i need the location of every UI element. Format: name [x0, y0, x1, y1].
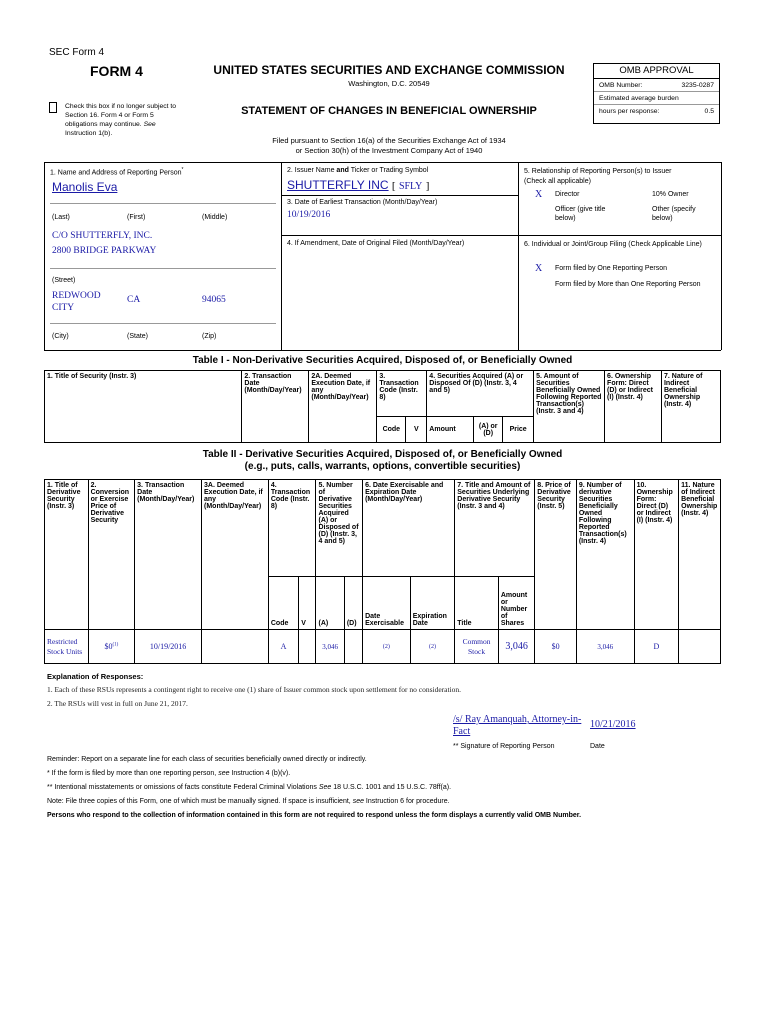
- t2-sub-v: V: [299, 577, 316, 630]
- box5-label: 5. Relationship of Reporting Person(s) to Issuer (Check all applicable): [524, 168, 672, 185]
- omb-number: 3235-0287: [681, 82, 714, 89]
- omb-number-label: OMB Number:: [599, 82, 643, 89]
- one-person-label: Form filed by One Reporting Person: [555, 265, 668, 272]
- t2-acquired: 3,046: [316, 630, 344, 664]
- date-label: Date: [590, 743, 605, 750]
- t2-sub-date-exercisable: Date Exercisable: [363, 577, 411, 630]
- box1-label: 1. Name and Address of Reporting Person*: [50, 167, 184, 177]
- t1-sub-code: Code: [377, 417, 406, 443]
- t2-sub-expiration: Expiration Date: [410, 577, 455, 630]
- omb-title: OMB APPROVAL: [594, 64, 719, 79]
- t1-sub-aord: (A) or (D): [474, 417, 503, 443]
- t2-col-nature: 11. Nature of Indirect Beneficial Ownership (Instr. 4): [679, 480, 721, 630]
- signature-label: ** Signature of Reporting Person: [453, 743, 555, 750]
- checkbox-instructions: Check this box if no longer subject to Section 16. Form 4 or Form 5 obligations may continue. See Instruction 1(b).: [65, 103, 177, 137]
- t2-expiration: (2): [410, 630, 455, 664]
- more-person-label: Form filed by More than One Reporting Person: [555, 281, 701, 288]
- table1-title: Table I - Non-Derivative Securities Acquired, Disposed of, or Beneficially Owned: [192, 355, 573, 366]
- signature-date: 10/21/2016: [590, 719, 636, 730]
- reminder: Reminder: Report on a separate line for each class of securities beneficially owned directly or indirectly.: [47, 756, 367, 763]
- t2-sub-code: Code: [268, 577, 298, 630]
- t2-col-number: 5. Number of Derivative Securities Acquired (A) or Disposed of (D) (Instr. 3, 4 and 5): [316, 480, 363, 577]
- issuer-ticker[interactable]: SHUTTERFLY INC [ SFLY ]: [287, 178, 430, 192]
- no-longer-subject-checkbox[interactable]: [49, 102, 57, 115]
- box6-label: 6. Individual or Joint/Group Filing (Check Applicable Line): [524, 241, 702, 248]
- explanation-heading: Explanation of Responses:: [47, 672, 144, 681]
- signature-name: /s/ Ray Amanquah, Attorney-in-Fact: [453, 714, 582, 737]
- footer-note-2: ** Intentional misstatements or omissions of facts constitute Federal Criminal Violations See 18 U.S.C. 1001 and 15 U.S.C. 78ff(a).: [47, 784, 452, 791]
- director-check[interactable]: X: [535, 189, 543, 200]
- t1-col-ownership-form: 6. Ownership Form: Direct (D) or Indirect (I) (Instr. 4): [605, 371, 662, 443]
- t2-underlying-shares: 3,046: [498, 630, 534, 664]
- t2-deemed-date: [202, 630, 269, 664]
- t2-col-deemed: 3A. Deemed Execution Date, if any (Month/Day/Year): [202, 480, 269, 630]
- t2-col-exercisable: 6. Date Exercisable and Expiration Date (Month/Day/Year): [363, 480, 455, 577]
- sec-form-label: SEC Form 4: [49, 47, 105, 58]
- statement-title: STATEMENT OF CHANGES IN BENEFICIAL OWNERSHIP: [241, 105, 537, 117]
- commission-title: UNITED STATES SECURITIES AND EXCHANGE COMMISSION: [213, 63, 565, 77]
- ten-pct-owner-label: 10% Owner: [652, 191, 689, 198]
- t2-security-title: Restricted Stock Units: [45, 630, 89, 664]
- commission-location: Washington, D.C. 20549: [348, 79, 430, 88]
- t2-col-conversion: 2. Conversion or Exercise Price of Derivative Security: [88, 480, 135, 630]
- other-label: Other (specify below): [652, 206, 696, 222]
- address-line-2: 2800 BRIDGE PARKWAY: [52, 246, 157, 256]
- t1-col-amount-owned: 5. Amount of Securities Beneficially Owned Following Reported Transaction(s) (Instr. 3 and 4): [534, 371, 605, 443]
- issuer-name[interactable]: SHUTTERFLY INC: [287, 178, 389, 192]
- t1-col-nature: 7. Nature of Indirect Beneficial Ownership (Instr. 4): [661, 371, 720, 443]
- first-label: (First): [127, 214, 146, 221]
- address-line-1: C/O SHUTTERFLY, INC.: [52, 231, 153, 241]
- zip-label: (Zip): [202, 333, 217, 340]
- omb-hours: 0.5: [704, 108, 714, 115]
- box3-label: 3. Date of Earliest Transaction (Month/Day/Year): [287, 199, 438, 206]
- zip-value: 94065: [202, 295, 226, 305]
- footer-note-1: * If the form is filed by more than one reporting person, see Instruction 4 (b)(v).: [47, 770, 291, 777]
- box4-label: 4. If Amendment, Date of Original Filed (Month/Day/Year): [287, 240, 465, 247]
- state-label: (State): [127, 333, 149, 340]
- state-value: CA: [127, 295, 141, 305]
- t1-col-date: 2. Transaction Date (Month/Day/Year): [242, 371, 309, 443]
- footer-note-3: Note: File three copies of this Form, one of which must be manually signed. If space is insufficient, see Instruction 6 for procedure.: [47, 798, 450, 805]
- footnote-1: 1. Each of these RSUs represents a contingent right to receive one (1) share of Issuer common stock upon settlement for no consideration.: [47, 685, 462, 694]
- t2-col-ownership-form: 10. Ownership Form: Direct (D) or Indirect (I) (Instr. 4): [634, 480, 679, 630]
- t2-disposed: [344, 630, 362, 664]
- officer-label: Officer (give title below): [555, 206, 606, 222]
- t1-sub-v: V: [406, 417, 427, 443]
- t2-col-code: 4. Transaction Code (Instr. 8): [268, 480, 316, 577]
- one-person-check[interactable]: X: [535, 263, 543, 274]
- t2-sub-title: Title: [455, 577, 499, 630]
- filed-pursuant: Filed pursuant to Section 16(a) of the Securities Exchange Act of 1934 or Section 30(h) of the Investment Company Act of 1940: [272, 136, 506, 155]
- t2-owned-following: 3,046: [576, 630, 634, 664]
- t2-sub-a: (A): [316, 577, 344, 630]
- city-value: REDWOOD CITY: [52, 291, 101, 313]
- city-label: (City): [52, 333, 69, 340]
- t2-v: [299, 630, 316, 664]
- t2-sub-amount-shares: Amount or Number of Shares: [498, 577, 534, 630]
- omb-disclaimer: Persons who respond to the collection of information contained in this form are not required to respond unless the form displays a currently valid OMB Number.: [47, 812, 582, 819]
- t1-col-code: 3. Transaction Code (Instr. 8): [377, 371, 427, 417]
- t2-code: A: [268, 630, 298, 664]
- t2-conversion-price: $0$^{(1)}$: [88, 630, 135, 664]
- omb-approval-box: [593, 63, 720, 124]
- table1: [44, 370, 721, 443]
- director-label: Director: [555, 191, 580, 198]
- t2-col-underlying: 7. Title and Amount of Securities Underlying Derivative Security (Instr. 3 and 4): [455, 480, 535, 577]
- reporting-person-name[interactable]: Manolis Eva: [52, 180, 118, 194]
- t2-col-price: 8. Price of Derivative Security (Instr. 5): [535, 480, 577, 630]
- t1-col-deemed: 2A. Deemed Execution Date, if any (Month/Day/Year): [309, 371, 377, 443]
- middle-label: (Middle): [202, 214, 228, 221]
- t2-price: $0: [535, 630, 577, 664]
- footnote-2: 2. The RSUs will vest in full on June 21, 2017.: [47, 699, 188, 708]
- t1-sub-amount: Amount: [427, 417, 474, 443]
- t2-sub-d: (D): [344, 577, 362, 630]
- table-row: [45, 630, 721, 664]
- t1-col-securities: 4. Securities Acquired (A) or Disposed Of (D) (Instr. 3, 4 and 5): [427, 371, 534, 417]
- t2-date-exercisable: (2): [363, 630, 411, 664]
- t2-nature: [679, 630, 721, 664]
- table2-title: Table II - Derivative Securities Acquired, Disposed of, or Beneficially Owned (e.g., puts, calls, warrants, options, convertible securities): [202, 449, 563, 472]
- earliest-transaction-date: 10/19/2016: [287, 210, 331, 220]
- t2-col-date: 3. Transaction Date (Month/Day/Year): [135, 480, 202, 630]
- ticker-symbol: SFLY: [398, 181, 423, 192]
- t1-sub-price: Price: [503, 417, 534, 443]
- t2-transaction-date: 10/19/2016: [135, 630, 202, 664]
- form-title: FORM 4: [90, 63, 143, 79]
- t2-col-owned: 9. Number of derivative Securities Beneficially Owned Following Reported Transaction(s) (Instr. 4): [576, 480, 634, 630]
- omb-burden-label: Estimated average burden: [594, 92, 719, 105]
- omb-hours-label: hours per response:: [599, 108, 660, 115]
- t2-underlying-title: Common Stock: [455, 630, 499, 664]
- last-label: (Last): [52, 214, 70, 221]
- box2-label: 2. Issuer Name and Ticker or Trading Symbol: [287, 167, 429, 174]
- t2-col-title: 1. Title of Derivative Security (Instr. 3): [45, 480, 89, 630]
- t1-col-title: 1. Title of Security (Instr. 3): [45, 371, 242, 443]
- table2: [44, 479, 721, 664]
- street-label: (Street): [52, 277, 76, 284]
- t2-ownership-form: D: [634, 630, 679, 664]
